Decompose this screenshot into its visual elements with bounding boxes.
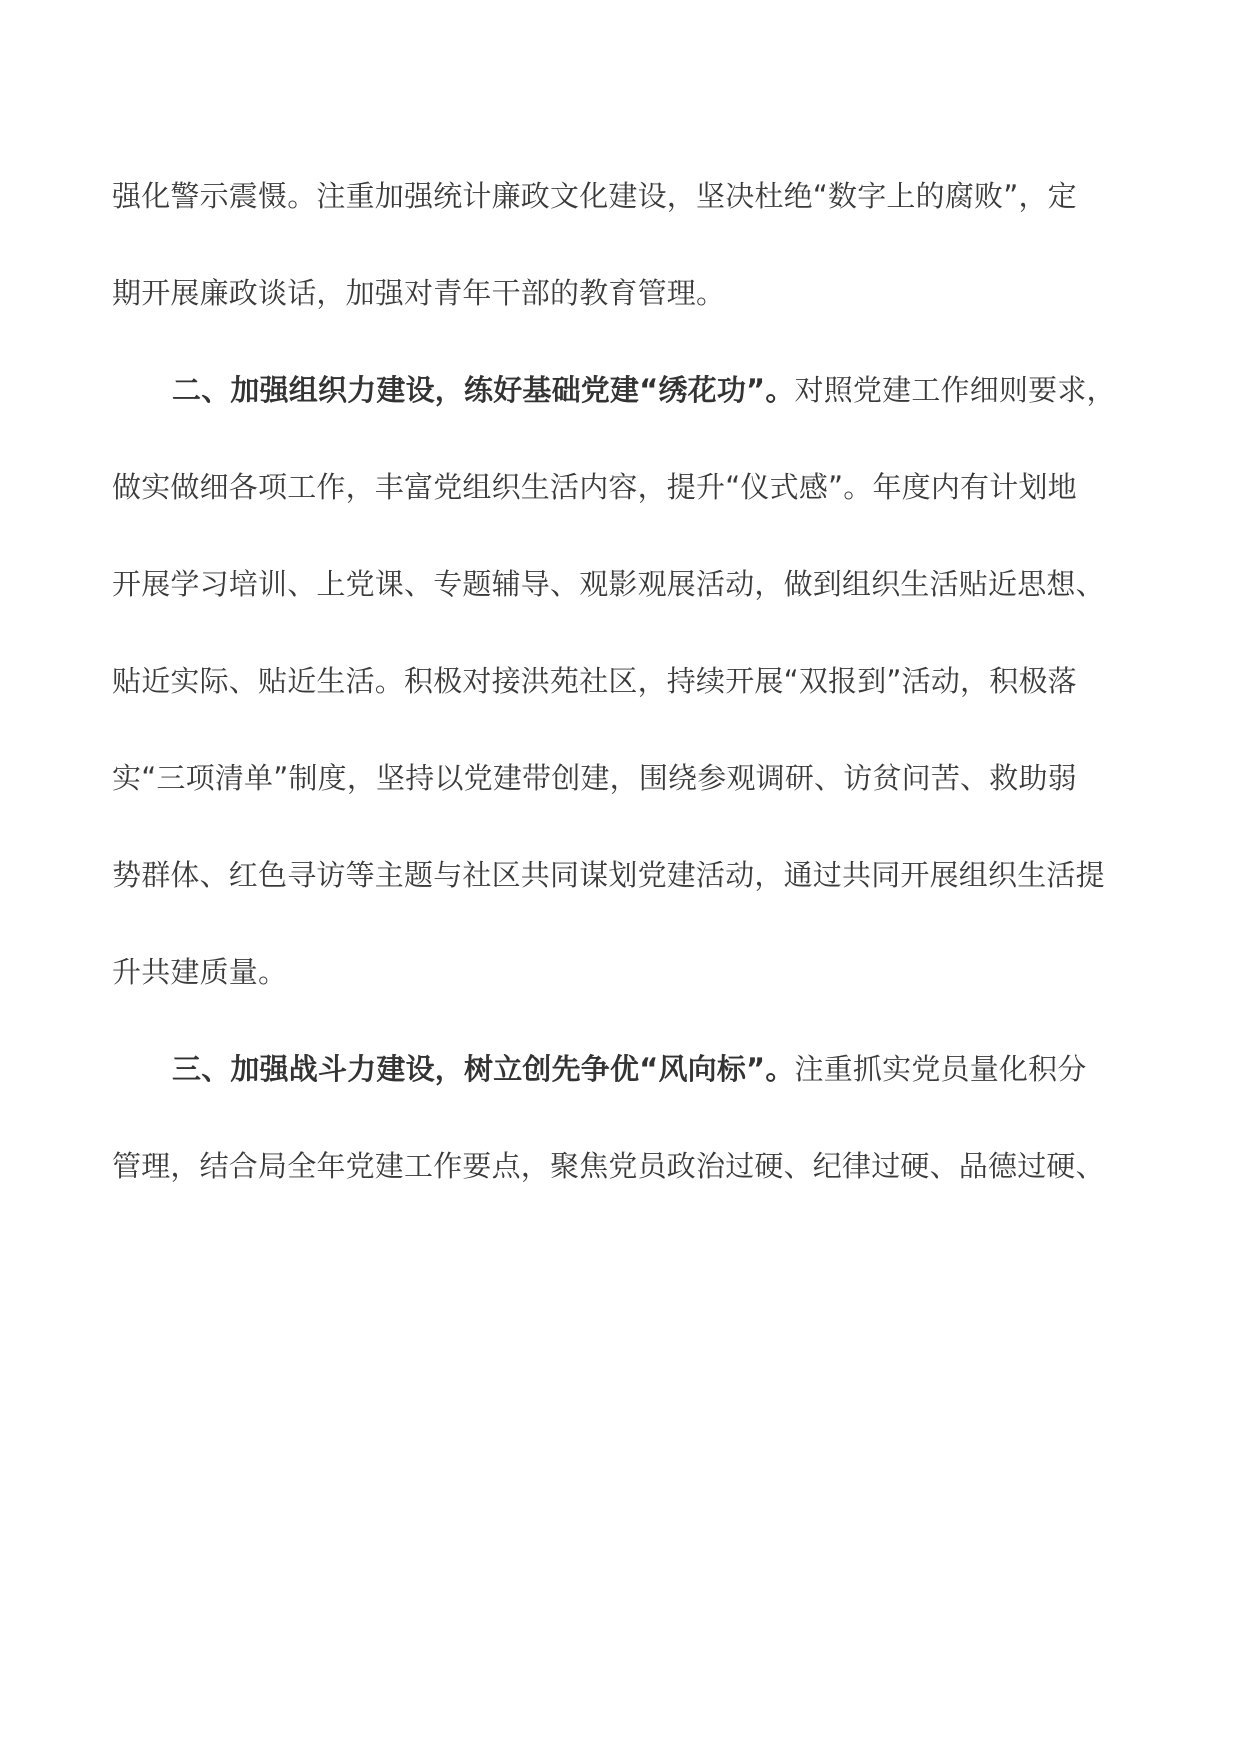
paragraph-2-line-1 bbox=[172, 368, 1232, 412]
paragraph-2-line-6: 势群体、红色寻访等主题与社区共同谋划党建活动，通过共同开展组织生活提 bbox=[112, 858, 1105, 892]
section-heading-2: 二、加强组织力建设，练好基础党建“绣花功”。 bbox=[172, 373, 795, 407]
paragraph-3-line-1-text: 注重抓实党员量化积分 bbox=[794, 1052, 1087, 1086]
paragraph-3-line-2: 管理，结合局全年党建工作要点，聚焦党员政治过硬、纪律过硬、品德过硬、 bbox=[112, 1149, 1105, 1183]
section-heading-3: 三、加强战斗力建设，树立创先争优“风向标”。 bbox=[172, 1052, 795, 1086]
paragraph-1-line-2: 期开展廉政谈话，加强对青年干部的教育管理。 bbox=[112, 276, 726, 310]
paragraph-2-line-7: 升共建质量。 bbox=[112, 955, 288, 989]
paragraph-2-line-1-text: 对照党建工作细则要求， bbox=[794, 373, 1116, 407]
paragraph-2-line-3: 开展学习培训、上党课、专题辅导、观影观展活动，做到组织生活贴近思想、 bbox=[112, 567, 1105, 601]
paragraph-2-line-2: 做实做细各项工作，丰富党组织生活内容，提升“仪式感”。年度内有计划地 bbox=[112, 470, 1077, 504]
paragraph-1-line-1: 强化警示震慑。注重加强统计廉政文化建设，坚决杜绝“数字上的腐败”，定 bbox=[112, 179, 1077, 213]
paragraph-2-line-5: 实“三项清单”制度，坚持以党建带创建，围绕参观调研、访贫问苦、救助弱 bbox=[112, 761, 1077, 795]
paragraph-2-line-4: 贴近实际、贴近生活。积极对接洪苑社区，持续开展“双报到”活动，积极落 bbox=[112, 664, 1077, 698]
paragraph-3-line-1 bbox=[172, 1047, 1232, 1091]
